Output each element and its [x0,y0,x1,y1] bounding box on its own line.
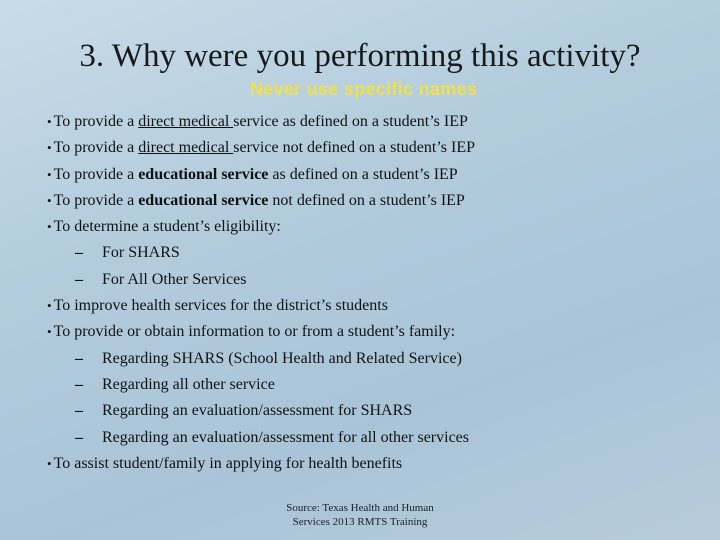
dash-icon: – [75,428,83,446]
list-item: • To determine a student’s eligibility: [47,218,281,236]
dash-icon: – [75,270,83,288]
source-line-1: Source: Texas Health and Human [286,502,434,514]
list-item: • To provide a educational service not defined on a student’s IEP [47,191,465,209]
sub-list-item: – Regarding all other service [47,372,475,398]
slide-subtitle: Never use specific names [249,79,478,99]
bullet-icon: • [47,114,52,129]
sub-list-item: – Regarding SHARS (School Health and Related Service) [47,346,475,372]
bullet-icon: • [47,166,52,182]
slide-title: 3. Why were you performing this activity? [79,38,641,74]
sub-list-item: – For SHARS [47,240,475,266]
dash-icon: – [75,349,83,367]
sub-list-item: – For All Other Services [47,267,475,293]
bullet-icon: • [47,140,52,156]
list-item: • To improve health services for the district’s students [47,297,388,315]
bullet-icon: • [47,192,52,208]
bullet-list [47,109,475,477]
dash-icon: – [75,375,83,393]
bullet-icon: • [47,219,52,235]
sub-list-item: – Regarding an evaluation/assessment for SHARS [47,398,475,424]
bullet-icon: • [47,455,52,471]
sub-list-item: – Regarding an evaluation/assessment for all other services [47,425,475,451]
list-item: • To provide or obtain information to or from a student’s family: [47,323,456,341]
dash-icon: – [75,402,83,420]
bullet-icon: • [47,298,52,314]
source-note [260,501,460,529]
list-item: • To assist student/family in applying for health benefits [47,454,403,472]
list-item: • To provide a direct medical service as defined on a student’s IEP [47,113,468,130]
dash-icon: – [75,244,83,262]
list-item: • To provide a educational service as defined on a student’s IEP [47,165,458,183]
bullet-icon: • [47,324,52,340]
list-item: • To provide a direct medical service not defined on a student’s IEP [47,139,475,157]
source-line-2: Services 2013 RMTS Training [292,516,428,528]
